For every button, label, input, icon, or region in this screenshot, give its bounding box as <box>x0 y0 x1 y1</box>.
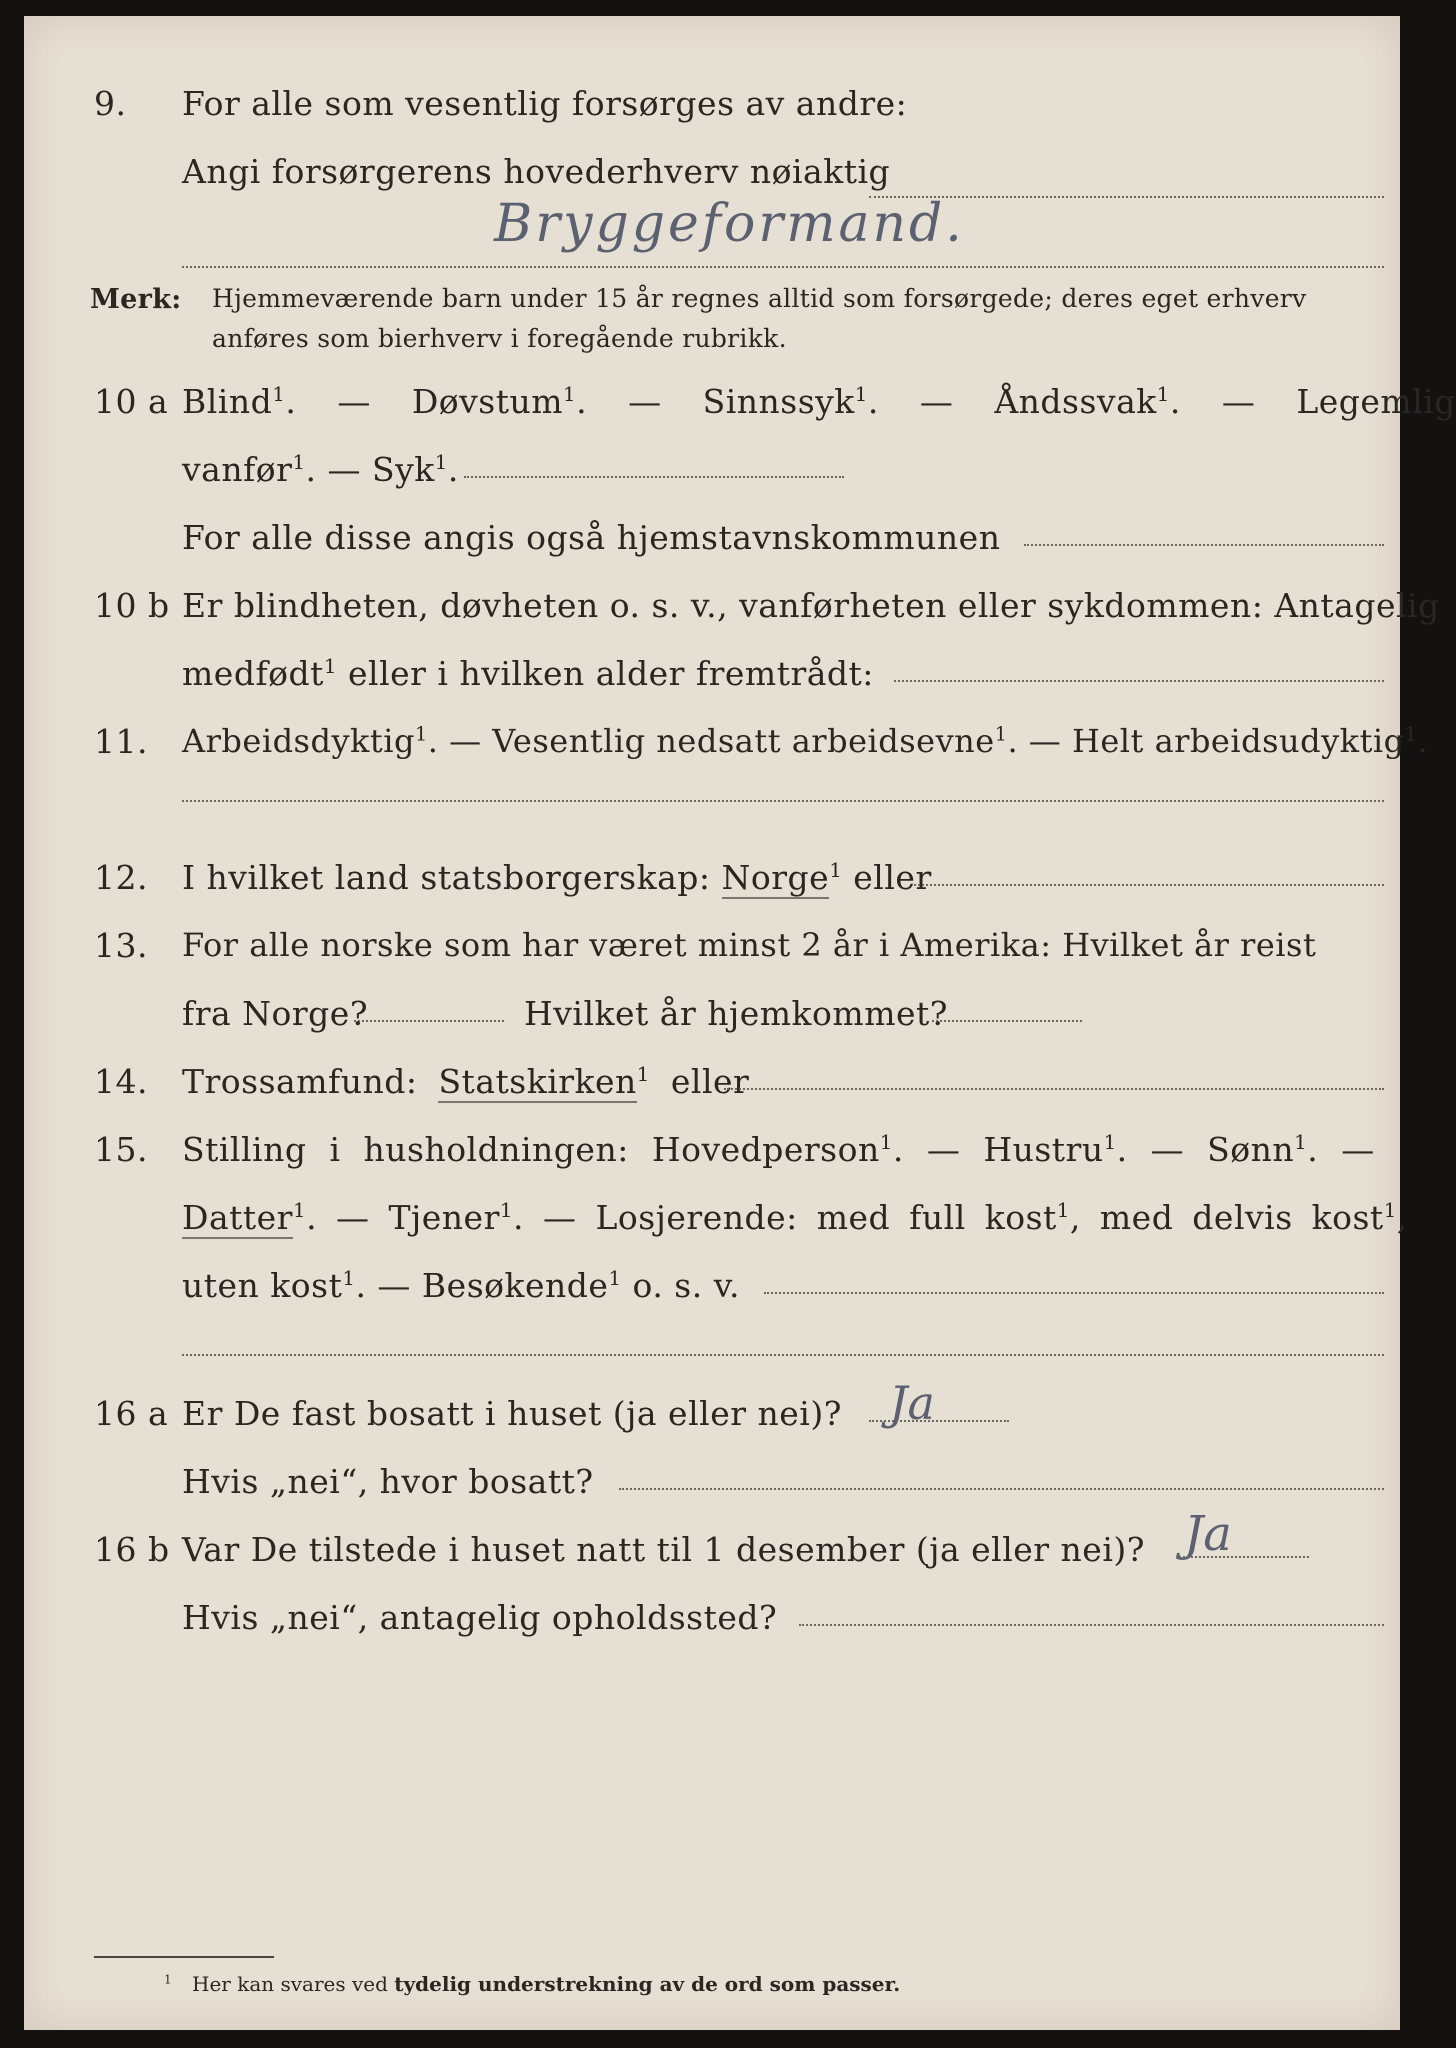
question-9-line2 <box>24 152 1400 198</box>
answer-dotted-line <box>182 800 1384 802</box>
question-number: 11. <box>94 722 148 761</box>
question-16a <box>24 1394 1400 1440</box>
underlined-option-datter: Datter <box>182 1198 293 1237</box>
question-text: For alle disse angis også hjemstavnskommunen <box>182 518 1001 557</box>
question-text: Var De tilstede i huset natt til 1 desember (ja eller nei)? <box>182 1530 1145 1569</box>
answer-dotted-line <box>182 266 1384 268</box>
underlined-option-statskirken: Statskirken <box>438 1062 637 1101</box>
question-text: Angi forsørgerens hovederhverv nøiaktig <box>182 152 891 191</box>
question-number: 15. <box>94 1130 148 1169</box>
question-15 <box>24 1130 1400 1176</box>
answer-dotted-line <box>182 1354 1384 1356</box>
question-text: uten kost$^1$. — Besøkende$^1$ o. s. v. <box>182 1266 740 1305</box>
footnote-text-bold: tydelig understrekning av de ord som passer. <box>394 1972 901 1996</box>
question-text: For alle norske som har været minst 2 år i Amerika: Hvilket år reist <box>182 926 1317 964</box>
question-text: medfødt$^1$ eller i hvilken alder fremtrådt: <box>182 654 874 693</box>
footnote-text: Her kan svares ved <box>192 1972 388 1996</box>
question-10a-line3 <box>24 518 1400 564</box>
question-15-line2 <box>24 1198 1408 1244</box>
question-10b-line2 <box>24 654 1400 700</box>
question-12 <box>24 858 1400 904</box>
census-form-page <box>24 16 1456 2030</box>
question-text: Blind$^1$. — Døvstum$^1$. — Sinnssyk$^1$. — Åndssvak$^1$. — Legemlig <box>182 382 1456 421</box>
question-15-line3 <box>24 1266 1400 1312</box>
answer-dotted-line <box>764 1292 1384 1294</box>
answer-dotted-line <box>932 1020 1082 1022</box>
handwritten-answer-occupation: Bryggeformand. <box>494 194 965 254</box>
answer-dotted-line <box>464 476 844 478</box>
question-text: fra Norge? <box>182 994 369 1033</box>
footnote <box>164 1972 900 1996</box>
answer-dotted-line <box>914 884 1384 886</box>
question-number: 10 a <box>94 382 169 421</box>
question-16a-line2 <box>24 1462 1400 1508</box>
footnote-rule <box>94 1956 274 1958</box>
question-10a-line2 <box>24 450 1400 496</box>
question-text: Stilling i husholdningen: Hovedperson$^1$. — Hustru$^1$. — Sønn$^1$. — <box>182 1130 1375 1169</box>
answer-dotted-line <box>1179 1556 1309 1558</box>
question-text: Datter$^1$. — Tjener$^1$. — Losjerende: med full kost$^1$, med delvis kost$^1$, <box>182 1198 1408 1237</box>
question-9 <box>24 84 1400 130</box>
question-text: I hvilket land statsborgerskap: Norge$^1$ eller <box>182 858 932 897</box>
handwritten-answer-ja: Ja <box>1184 1506 1232 1562</box>
question-13-line2 <box>24 994 1400 1040</box>
footnote-mark: 1 <box>164 1972 172 1987</box>
question-text: Er De fast bosatt i huset (ja eller nei)? <box>182 1394 842 1433</box>
question-10b <box>24 586 1440 632</box>
answer-dotted-line <box>619 1488 1384 1490</box>
question-text: vanfør$^1$. — Syk$^1$. <box>182 450 459 489</box>
question-11 <box>24 722 1429 768</box>
question-13 <box>24 926 1400 972</box>
question-text: For alle som vesentlig forsørges av andre: <box>182 84 908 123</box>
question-text: Hvis „nei“, hvor bosatt? <box>182 1462 594 1501</box>
question-number: 9. <box>94 84 127 123</box>
question-10a <box>24 382 1456 428</box>
question-number: 12. <box>94 858 148 897</box>
question-number: 10 b <box>94 586 170 625</box>
answer-dotted-line <box>799 1624 1384 1626</box>
note-text: anføres som bierhverv i foregående rubrikk. <box>212 324 787 353</box>
question-number: 16 a <box>94 1394 169 1433</box>
question-text: Arbeidsdyktig$^1$. — Vesentlig nedsatt arbeidsevne$^1$. — Helt arbeidsudyktig$^1$. <box>182 722 1429 760</box>
answer-dotted-line <box>1024 544 1384 546</box>
answer-dotted-line <box>724 1088 1384 1090</box>
underlined-option-norge: Norge <box>721 858 830 897</box>
handwritten-answer-ja: Ja <box>889 1376 935 1430</box>
question-text: Hvis „nei“, antagelig opholdssted? <box>182 1598 778 1637</box>
question-number: 14. <box>94 1062 148 1101</box>
answer-dotted-line <box>354 1020 504 1022</box>
question-number: 13. <box>94 926 148 965</box>
question-text: Trossamfund: Statskirken$^1$ eller <box>182 1062 750 1101</box>
question-text: Er blindheten, døvheten o. s. v., vanførheten eller sykdommen: Antagelig <box>182 586 1440 625</box>
question-text: Hvilket år hjemkommet? <box>524 994 948 1033</box>
question-number: 16 b <box>94 1530 170 1569</box>
question-16b-line2 <box>24 1598 1400 1644</box>
note-text: Hjemmeværende barn under 15 år regnes alltid som forsørgede; deres eget erhverv <box>212 284 1307 313</box>
note-label: Merk: <box>90 284 182 315</box>
answer-dotted-line <box>894 680 1384 682</box>
question-14 <box>24 1062 1400 1108</box>
answer-dotted-line <box>869 1420 1009 1422</box>
